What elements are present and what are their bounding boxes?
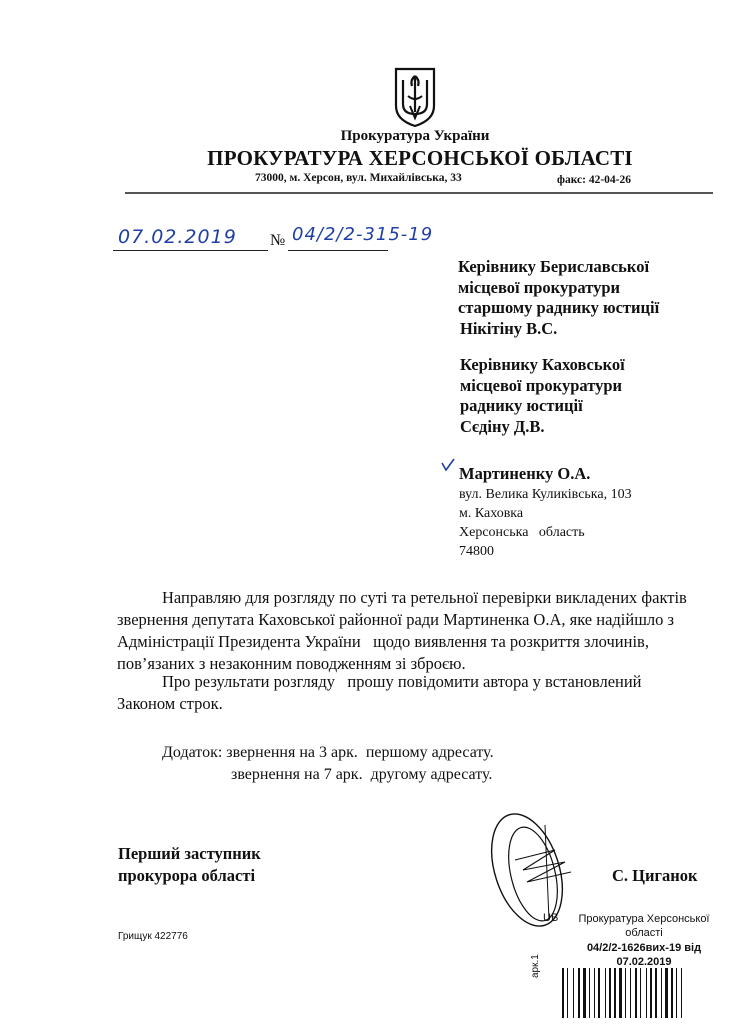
sheet-number: арк.1 [530, 954, 541, 978]
executor-info: Грищук 422776 [118, 931, 188, 942]
barcode-bar [583, 968, 586, 1018]
org-name: ПРОКУРАТУРА ХЕРСОНСЬКОЇ ОБЛАСТІ [207, 146, 633, 170]
recipient-3-line: Херсонська область [459, 525, 585, 540]
barcode-bar [625, 968, 626, 1018]
recipient-3-line: 74800 [459, 544, 494, 559]
signer-position [118, 843, 261, 887]
barcode-bar [598, 968, 600, 1018]
signer-position-line: Перший заступник [118, 844, 261, 863]
number-underline [288, 250, 388, 251]
barcode-bar [605, 968, 606, 1018]
recipient-3-address [459, 485, 632, 561]
registration-org: області [625, 927, 663, 939]
barcode-bar [635, 968, 637, 1018]
recipient-1-line: місцевої прокуратури [458, 277, 621, 297]
barcode-bar [640, 968, 641, 1018]
barcode-bar [589, 968, 590, 1018]
recipient-1 [458, 257, 659, 339]
org-fax: факс: 42-04-26 [557, 174, 632, 186]
body-paragraph-2 [117, 671, 707, 715]
barcode [562, 968, 712, 1018]
recipient-3-name: Мартиненку О.А. [459, 464, 591, 483]
barcode-bar [676, 968, 677, 1018]
barcode-bar [578, 968, 580, 1018]
registration-number: 04/2/2-1626вих-19 від [586, 942, 702, 954]
barcode-bar [619, 968, 622, 1018]
barcode-bar [562, 968, 564, 1018]
attachment-line-2: звернення на 7 арк. другому адресату. [231, 766, 493, 783]
body-line: Законом строк. [117, 694, 223, 713]
body-line: Адміністрації Президента України щодо виявлення та розкриття злочинів, [117, 632, 649, 651]
org-address: 73000, м. Херсон, вул. Михайлівська, 33 [255, 172, 462, 184]
signer-position-line: прокурора області [118, 866, 256, 885]
date-underline [113, 250, 268, 251]
number-sign: № [270, 232, 286, 249]
outgoing-number: 04/2/2-315-19 [292, 224, 434, 245]
barcode-bar [661, 968, 662, 1018]
recipient-2-line: раднику юстиції [460, 396, 583, 415]
recipient-2-line: місцевої прокуратури [460, 375, 623, 395]
recipient-1-line: Керівнику Бериславської [458, 257, 650, 276]
coat-of-arms-icon [393, 66, 437, 128]
recipient-2 [460, 355, 625, 437]
attachment-line-1: Додаток: звернення на 3 арк. першому адресату. [162, 744, 494, 761]
recipient-2-line: Керівнику Каховської [460, 355, 625, 374]
barcode-bar [594, 968, 595, 1018]
registration-date: 07.02.2019 [616, 956, 672, 968]
registration-stamp [570, 912, 718, 969]
barcode-bar [671, 968, 673, 1018]
barcode-bar [650, 968, 652, 1018]
registration-org: Прокуратура Херсонської [578, 913, 710, 925]
barcode-bar [681, 968, 682, 1018]
barcode-bar [665, 968, 668, 1018]
checkmark-icon [440, 457, 456, 478]
barcode-bar [609, 968, 611, 1018]
signer-name: С. Циганок [612, 866, 698, 885]
signature-ub-mark: UB [543, 912, 559, 924]
body-line: звернення депутата Каховської районної ради Мартиненка О.А, яке надійшло з [117, 610, 675, 629]
barcode-bar [655, 968, 657, 1018]
recipient-3-line: вул. Велика Куликівська, 103 [459, 487, 632, 502]
body-line: Направляю для розгляду по суті та ретельної перевірки викладених фактів [162, 588, 687, 607]
org-parent-name: Прокуратура України [340, 128, 490, 144]
recipient-3-line: м. Каховка [459, 506, 524, 521]
body-line: Про результати розгляду прошу повідомити автора у встановлений [162, 672, 642, 691]
body-line: пов’язаних з незаконним поводженням зі зброєю. [117, 654, 466, 673]
recipient-1-line: старшому раднику юстиції [458, 298, 660, 317]
recipient-2-line: Сєдіну Д.В. [460, 416, 545, 436]
outgoing-date: 07.02.2019 [118, 226, 237, 248]
recipient-1-line: Нікітіну В.С. [460, 318, 558, 338]
barcode-bar [573, 968, 574, 1018]
barcode-bar [614, 968, 616, 1018]
body-paragraph-1 [117, 587, 707, 675]
barcode-bar [567, 968, 568, 1018]
barcode-bar [646, 968, 647, 1018]
barcode-bar [630, 968, 631, 1018]
header-divider [125, 192, 713, 194]
